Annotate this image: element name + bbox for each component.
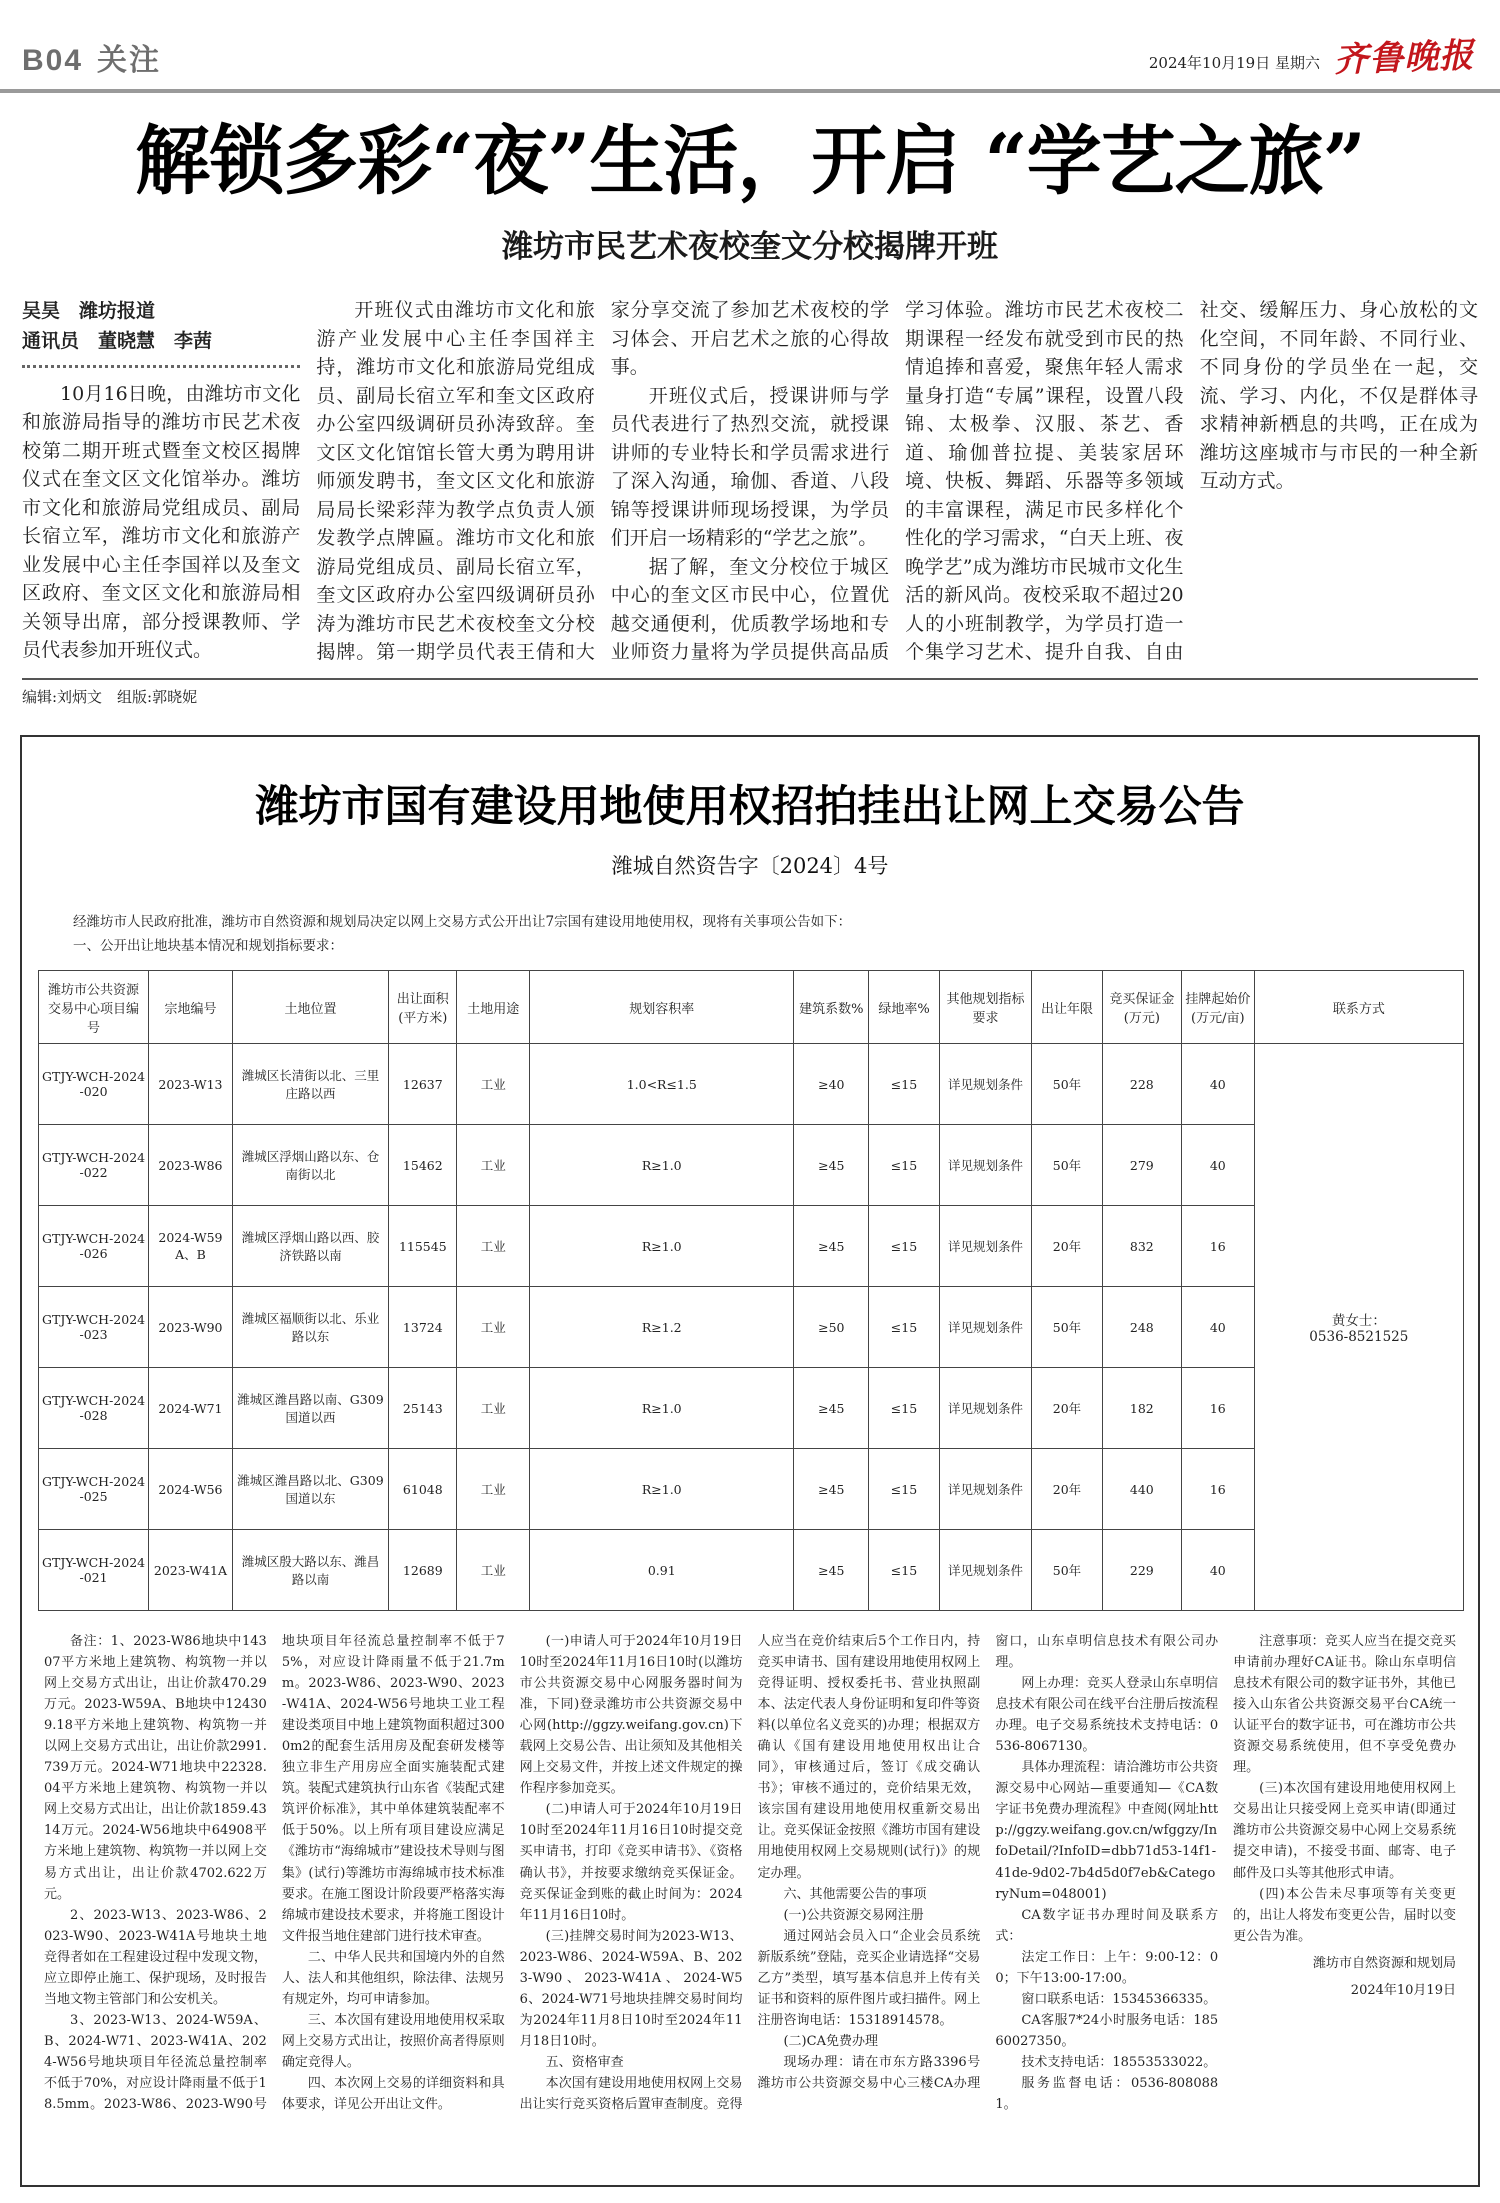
note-paragraph: 三、本次国有建设用地使用权采取网上交易方式出让，按照价高者得原则确定竞得人。 xyxy=(281,2012,505,2070)
table-cell: ≤15 xyxy=(869,1449,939,1530)
table-cell: 40 xyxy=(1181,1044,1254,1125)
note-paragraph: (三)挂牌交易时间为2023-W13、2023-W86、2024-W59A、B、2023-W90、2023-W41A、2024-W56、2024-W71号地块挂牌交易时间均为2024年11月8日10时至2024年11月18日10时。 xyxy=(519,1928,743,2049)
note-paragraph: 二、中华人民共和国境内外的自然人、法人和其他组织，除法律、法规另有规定外，均可申请参加。 xyxy=(281,1949,505,2007)
column-header: 竞买保证金(万元) xyxy=(1102,971,1181,1044)
column-header: 建筑系数% xyxy=(794,971,869,1044)
note-paragraph: 注意事项：竞买人应当在提交竞买申请前办理好CA证书。除山东卓明信息技术有限公司的数字证书外，其他已接入山东省公共资源交易平台CA统一认证平台的数字证书，可在潍坊市公共资源交易系统使用，但不享受免费办理。 xyxy=(1233,1634,1456,1776)
note-paragraph: 网上办理：竞买人登录山东卓明信息技术有限公司在线平台注册后按流程办理。电子交易系统技术支持电话：0536-8067130。 xyxy=(995,1676,1219,1755)
table-cell: 潍城区殷大路以东、潍昌路以南 xyxy=(232,1530,388,1611)
table-cell: R≥1.0 xyxy=(530,1206,794,1287)
table-cell: 工业 xyxy=(457,1287,530,1368)
byline xyxy=(22,296,300,368)
table-cell: 15462 xyxy=(389,1125,457,1206)
notice-signature: 潍坊市自然资源和规划局 xyxy=(1312,1955,1456,1971)
table-cell: GTJY-WCH-2024-026 xyxy=(39,1206,149,1287)
table-row xyxy=(39,1530,1464,1611)
table-cell: 40 xyxy=(1181,1530,1254,1611)
table-cell: 详见规划条件 xyxy=(939,1044,1032,1125)
table-cell: 潍城区浮烟山路以东、仓南街以北 xyxy=(232,1125,388,1206)
sub-headline: 潍坊市民艺术夜校奎文分校揭牌开班 xyxy=(502,229,998,265)
table-cell: 20年 xyxy=(1032,1449,1102,1530)
table-cell: ≥40 xyxy=(794,1044,869,1125)
table-header-row xyxy=(39,971,1464,1044)
table-cell: R≥1.0 xyxy=(530,1368,794,1449)
table-cell: 50年 xyxy=(1032,1287,1102,1368)
table-row xyxy=(39,1044,1464,1125)
notice-section-1: 一、公开出让地块基本情况和规划指标要求： xyxy=(73,938,343,954)
notice-title: 潍坊市国有建设用地使用权招拍挂出让网上交易公告 xyxy=(255,782,1245,832)
notice-sign-date: 2024年10月19日 xyxy=(1350,1982,1456,1998)
table-cell: 详见规划条件 xyxy=(939,1206,1032,1287)
table-cell: 61048 xyxy=(389,1449,457,1530)
table-cell: 25143 xyxy=(389,1368,457,1449)
header-right xyxy=(1149,30,1474,79)
main-headline: 解锁多彩“夜”生活，开启 “学艺之旅” xyxy=(135,117,1365,205)
note-paragraph: (一)申请人可于2024年10月19日10时至2024年11月16日10时(以潍坊市公共资源交易中心网服务器时间为准，下同)登录潍坊市公共资源交易中心网(http://ggzy.weifang.gov.cn)下载网上交易公告、出让须知及其他相关网上交易文件，并按上述文件规定的操作程序参加竞买。 xyxy=(519,1634,743,1797)
column-header: 规划容积率 xyxy=(530,971,794,1044)
table-cell: 2023-W13 xyxy=(149,1044,233,1125)
table-cell: 2023-W90 xyxy=(149,1287,233,1368)
note-paragraph: 技术支持电话：18553533022。 xyxy=(1021,2054,1217,2070)
note-paragraph: (二)CA免费办理 xyxy=(783,2033,878,2049)
note-paragraph: 法定工作日：上午：9:00-12：00；下午13:00-17:00。 xyxy=(995,1949,1219,1986)
column-header: 绿地率% xyxy=(869,971,939,1044)
table-cell: ≤15 xyxy=(869,1287,939,1368)
byline-correspondent: 通讯员 董晓慧 李茜 xyxy=(22,330,213,353)
table-cell: 16 xyxy=(1181,1368,1254,1449)
table-cell: 潍城区福顺街以北、乐业路以东 xyxy=(232,1287,388,1368)
note-paragraph: CA数字证书办理时间及联系方式： xyxy=(995,1907,1219,1944)
note-paragraph: 五、资格审查 xyxy=(545,2054,624,2070)
table-cell: 440 xyxy=(1102,1449,1181,1530)
table-cell: ≥50 xyxy=(794,1287,869,1368)
header-divider xyxy=(0,89,1500,93)
column-header: 联系方式 xyxy=(1254,971,1463,1044)
land-parcel-table xyxy=(38,970,1464,1611)
table-cell: 详见规划条件 xyxy=(939,1449,1032,1530)
column-header: 挂牌起始价(万元/亩) xyxy=(1181,971,1254,1044)
table-cell: 115545 xyxy=(389,1206,457,1287)
table-cell: 50年 xyxy=(1032,1044,1102,1125)
table-row xyxy=(39,1125,1464,1206)
contact-cell xyxy=(1254,1044,1463,1611)
table-cell: 潍城区浮烟山路以西、胶济铁路以南 xyxy=(232,1206,388,1287)
table-cell: 228 xyxy=(1102,1044,1181,1125)
note-paragraph: (四)本公告未尽事项等有关变更的，出让人将发布变更公告，届时以变更公告为准。 xyxy=(1233,1886,1456,1944)
table-cell: ≥45 xyxy=(794,1449,869,1530)
note-paragraph: 服务监督电话：0536-8080881。 xyxy=(995,2075,1219,2113)
note-paragraph: 3、2023-W13、2024-W59A、B、2024-W71、2023-W41A、2024-W56号地块项目年径流总量控制率不低于70%，对应设计降雨量不低于18.5mm。2023-W86、2023-W90号地块项目年径流总量控制率不低于75%，对应设计降雨量不低于21.7mm。2023-W86、2023-W90、2023-W41A、2024-W56号地块工业工程建设类项目中地上建筑物面积超过3000m2的配套生活用房及配套研发楼等独立非生产用房应全面实施装配式建筑。装配式建筑执行山东省《装配式建筑评价标准》，其中单体建筑装配率不低于50%。以上所有项目建设应满足《潍坊市“海绵城市”建设技术导则与图集》(试行)等潍坊市海绵城市技术标准要求。在施工图设计阶段要严格落实海绵城市建设技术要求，并将施工图设计文件报当地住建部门进行技术审查。 xyxy=(44,1634,505,2113)
note-paragraph: 备注：1、2023-W86地块中14307平方米地上建筑物、构筑物一并以网上交易方式出让，出让价款470.29万元。2023-W59A、B地块中124309.18平方米地上建筑物、构筑物一并以网上交易方式出让，出让价款2991.739万元。2024-W71地块中22328.04平方米地上建筑物、构筑物一并以网上交易方式出让，出让价款1859.4314万元。2024-W56地块中64908平方米地上建筑物、构筑物一并以网上交易方式出让，出让价款4702.622万元。 xyxy=(44,1634,267,1902)
table-cell: 20年 xyxy=(1032,1206,1102,1287)
publication-date: 2024年10月19日 星期六 xyxy=(1148,54,1320,72)
column-header: 土地位置 xyxy=(232,971,388,1044)
article-paragraph: 据了解，奎文分校位于城区中心的奎文区市民中心，位置优越交通便利，优质教学场地和专业师资力量将为学员提供高品质学习体验。潍坊市民艺术夜校二期课程一经发布就受到市民的热情追捧和喜爱，聚焦年轻人需求量身打造“专属”课程，设置八段锦、太极拳、汉服、茶艺、香道、瑜伽普拉提、美装家居环境、快板、舞蹈、乐器等多领域的丰富课程，满足市民多样化个性化的学习需求，“白天上班、夜晚学艺”成为潍坊市民城市文化生活的新风尚。夜校采取不超过20人的小班制教学，为学员打造一个集学习艺术、提升自我、自由社交、缓解压力、身心放松的文化空间，不同年龄、不同行业、不同身份的学员坐在一起，交流、学习、内化，不仅是群体寻求精神新栖息的共鸣，正在成为潍坊这座城市与市民的一种全新互动方式。 xyxy=(610,299,1478,663)
table-cell: 279 xyxy=(1102,1125,1181,1206)
column-header: 宗地编号 xyxy=(149,971,233,1044)
table-cell: 832 xyxy=(1102,1206,1181,1287)
table-cell: ≤15 xyxy=(869,1206,939,1287)
table-cell: 2024-W56 xyxy=(149,1449,233,1530)
note-paragraph: 2、2023-W13、2023-W86、2023-W90、2023-W41A号地块土地竞得者如在工程建设过程中发现文物，应立即停止施工、保护现场，及时报告当地文物主管部门和公安机关。 xyxy=(44,1907,267,2007)
column-header: 其他规划指标要求 xyxy=(939,971,1032,1044)
article-paragraph: 10月16日晚，由潍坊市文化和旅游局指导的潍坊市民艺术夜校第二期开班式暨奎文校区揭牌仪式在奎文区文化馆举办。潍坊市文化和旅游局党组成员、副局长宿立军，潍坊市文化和旅游产业发展中心主任李国祥以及奎文区政府、奎文区文化和旅游局相关领导出席，部分授课教师、学员代表参加开班仪式。 xyxy=(22,382,301,662)
note-paragraph: 六、其他需要公告的事项 xyxy=(783,1886,927,1902)
contact-phone: 0536-8521525 xyxy=(1309,1329,1409,1345)
table-cell: R≥1.0 xyxy=(530,1125,794,1206)
table-cell: GTJY-WCH-2024-021 xyxy=(39,1530,149,1611)
notice-doc-number: 潍城自然资告字〔2024〕4号 xyxy=(611,854,889,878)
note-paragraph: (三)本次国有建设用地使用权网上交易出让只接受网上竞买申请(即通过潍坊市公共资源交易中心网上交易系统提交申请)，不接受书面、邮寄、电子邮件及口头等其他形式申请。 xyxy=(1233,1781,1456,1881)
table-cell: 详见规划条件 xyxy=(939,1287,1032,1368)
table-cell: 工业 xyxy=(457,1530,530,1611)
column-header: 出让面积(平方米) xyxy=(389,971,457,1044)
table-cell: 详见规划条件 xyxy=(939,1368,1032,1449)
table-cell: GTJY-WCH-2024-025 xyxy=(39,1449,149,1530)
table-cell: 2024-W71 xyxy=(149,1368,233,1449)
table-cell: GTJY-WCH-2024-022 xyxy=(39,1125,149,1206)
table-cell: GTJY-WCH-2024-020 xyxy=(39,1044,149,1125)
page-header xyxy=(0,0,1500,89)
byline-reporter: 吴昊 潍坊报道 xyxy=(22,300,156,322)
table-cell: 潍城区潍昌路以北、G309国道以东 xyxy=(232,1449,388,1530)
notice-notes xyxy=(44,1631,1456,2136)
note-paragraph: 窗口联系电话：15345366335。 xyxy=(1021,1991,1217,2007)
table-cell: 20年 xyxy=(1032,1368,1102,1449)
editor-line xyxy=(22,678,1478,707)
table-cell: GTJY-WCH-2024-023 xyxy=(39,1287,149,1368)
table-cell: 248 xyxy=(1102,1287,1181,1368)
table-cell: 1.0<R≤1.5 xyxy=(530,1044,794,1125)
table-row xyxy=(39,1368,1464,1449)
notice-intro: 经潍坊市人民政府批准，潍坊市自然资源和规划局决定以网上交易方式公开出让7宗国有建设用地使用权，现将有关事项公告如下： xyxy=(73,914,852,930)
table-cell: 0.91 xyxy=(530,1530,794,1611)
article-body xyxy=(22,296,1478,668)
table-cell: 40 xyxy=(1181,1287,1254,1368)
note-paragraph: 本次国有建设用地使用权网上交易出让实行竞买资格后置审查制度。竞得人应当在竞价结束后5个工作日内，持竞买申请书、国有建设用地使用权网上竞得证明、授权委托书、营业执照副本、法定代表人身份证明和复印件等资料(以单位名义竞买的)办理；根据双方确认《国有建设用地使用权出让合同》，审核通过后，签订《成交确认书》；审核不通过的，竞价结果无效，该宗国有建设用地使用权重新交易出让。竞买保证金按照《潍坊市国有建设用地使用权网上交易规则(试行)》的规定办理。 xyxy=(519,1634,981,2113)
table-cell: 12637 xyxy=(389,1044,457,1125)
table-cell: 16 xyxy=(1181,1449,1254,1530)
note-paragraph: 四、本次网上交易的详细资料和具体要求，详见公开出让文件。 xyxy=(281,2075,505,2113)
table-cell: 工业 xyxy=(457,1044,530,1125)
table-cell: 40 xyxy=(1181,1125,1254,1206)
table-cell: 详见规划条件 xyxy=(939,1530,1032,1611)
table-cell: ≤15 xyxy=(869,1368,939,1449)
table-cell: 12689 xyxy=(389,1530,457,1611)
table-cell: 50年 xyxy=(1032,1530,1102,1611)
table-cell: R≥1.0 xyxy=(530,1449,794,1530)
table-cell: 详见规划条件 xyxy=(939,1125,1032,1206)
page-number: B04 xyxy=(22,44,84,77)
table-cell: ≤15 xyxy=(869,1125,939,1206)
contact-name: 黄女士： xyxy=(1331,1313,1386,1329)
table-cell: 工业 xyxy=(457,1125,530,1206)
article-paragraph: 开班仪式后，授课讲师与学员代表进行了热烈交流，就授课讲师的专业特长和学员需求进行了深入沟通，瑜伽、香道、八段锦等授课讲师现场授课，为学员们开启一场精彩的“学艺之旅”。 xyxy=(610,384,890,549)
table-row xyxy=(39,1449,1464,1530)
column-header: 出让年限 xyxy=(1032,971,1102,1044)
newspaper-masthead: 齐鲁晚报 xyxy=(1333,35,1475,81)
note-paragraph: CA客服7*24小时服务电话：18560027350。 xyxy=(995,2012,1219,2049)
section-id xyxy=(22,35,161,79)
table-cell: 13724 xyxy=(389,1287,457,1368)
table-row xyxy=(39,1206,1464,1287)
table-cell: 50年 xyxy=(1032,1125,1102,1206)
note-paragraph: 现场办理：请在市东方路3396号潍坊市公共资源交易中心三楼CA办理窗口，山东卓明信息技术有限公司办理。 xyxy=(757,1634,1219,2091)
table-cell: R≥1.2 xyxy=(530,1287,794,1368)
table-cell: ≥45 xyxy=(794,1530,869,1611)
table-cell: 潍城区潍昌路以南、G309国道以西 xyxy=(232,1368,388,1449)
table-cell: 工业 xyxy=(457,1368,530,1449)
table-cell: 潍城区长清街以北、三里庄路以西 xyxy=(232,1044,388,1125)
table-cell: 2024-W59A、B xyxy=(149,1206,233,1287)
column-header: 土地用途 xyxy=(457,971,530,1044)
table-cell: 229 xyxy=(1102,1530,1181,1611)
land-auction-notice xyxy=(20,735,1480,2187)
table-cell: ≤15 xyxy=(869,1530,939,1611)
column-header: 潍坊市公共资源交易中心项目编号 xyxy=(39,971,149,1044)
note-paragraph: (二)申请人可于2024年10月19日10时至2024年11月16日10时提交竞买申请书，打印《竞买申请书》、《资格确认书》，并按要求缴纳竞买保证金。竞买保证金到账的截止时间为：2024年11月16日10时。 xyxy=(519,1802,743,1923)
table-cell: GTJY-WCH-2024-028 xyxy=(39,1368,149,1449)
table-cell: 2023-W41A xyxy=(149,1530,233,1611)
table-cell: ≤15 xyxy=(869,1044,939,1125)
table-cell: ≥45 xyxy=(794,1368,869,1449)
table-cell: 182 xyxy=(1102,1368,1181,1449)
note-paragraph: 通过网站会员入口“企业会员系统新版系统”登陆，竞买企业请选择“交易乙方”类型，填写基本信息并上传有关证书和资料的原件图片或扫描件。网上注册咨询电话：15318914578。 xyxy=(757,1928,981,2028)
table-cell: 工业 xyxy=(457,1206,530,1287)
note-paragraph: 具体办理流程：请洽潍坊市公共资源交易中心网站—重要通知—《CA数字证书免费办理流程》中查阅(网址http://ggzy.weifang.gov.cn/wfggzy/InfoDetail/?InfoID=dbb71d53-14f1-41de-9d02-7b4d5d0f7eb&CategoryNum=048001) xyxy=(995,1760,1219,1902)
article-paragraph: 开班仪式由潍坊市文化和旅游产业发展中心主任李国祥主持，潍坊市文化和旅游局党组成员、副局长宿立军和奎文区政府办公室四级调研员孙涛致辞。奎文区文化馆馆长管大勇为聘用讲师颁发聘书，奎文区文化和旅游局局长梁彩萍为教学点负责人颁发教学点牌匾。潍坊市文化和旅游局党组成员、副局长宿立军，奎文区政府办公室四级调研员孙涛为潍坊市民艺术夜校奎文分校揭牌。第一期学员代表王倩和大家分享交流了参加艺术夜校的学习体会、开启艺术之旅的心得故事。 xyxy=(316,299,890,663)
table-cell: ≥45 xyxy=(794,1125,869,1206)
table-cell: 16 xyxy=(1181,1206,1254,1287)
editor-credit: 编辑:刘炳文 组版:郭晓妮 xyxy=(22,688,198,706)
table-cell: 2023-W86 xyxy=(149,1125,233,1206)
table-row xyxy=(39,1287,1464,1368)
table-cell: 工业 xyxy=(457,1449,530,1530)
section-label: 关注 xyxy=(97,44,162,77)
table-cell: ≥45 xyxy=(794,1206,869,1287)
note-paragraph: (一)公共资源交易网注册 xyxy=(783,1907,924,1923)
